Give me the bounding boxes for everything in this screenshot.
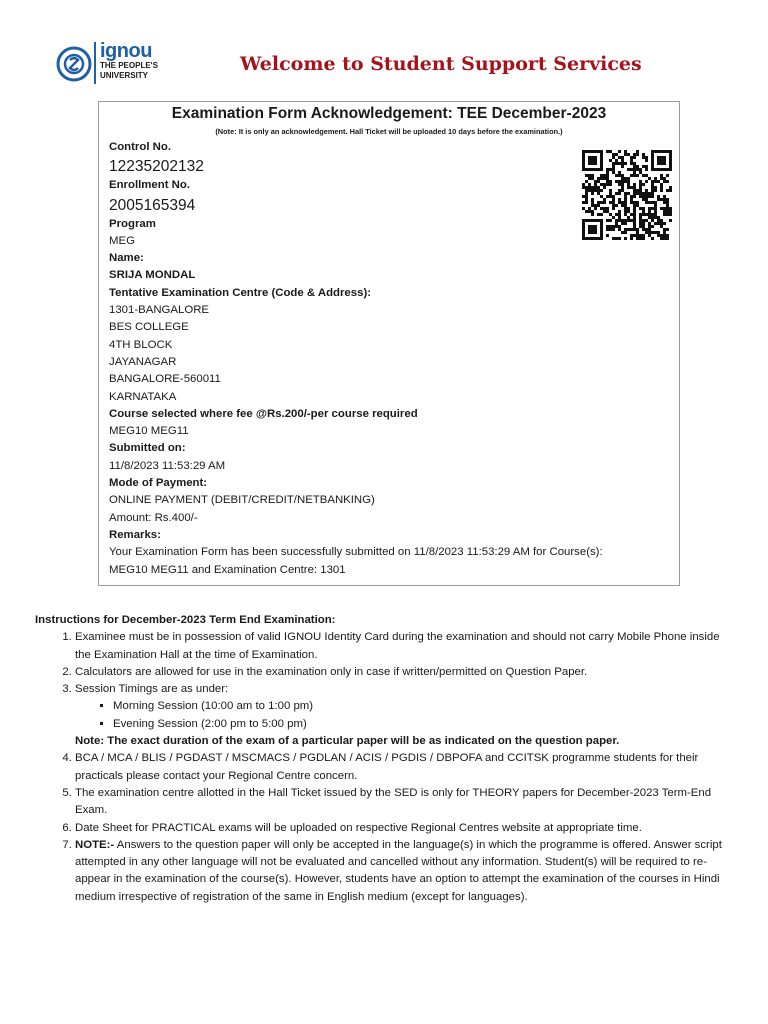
payment-value: ONLINE PAYMENT (DEBIT/CREDIT/NETBANKING) (109, 494, 375, 507)
form-note: (Note: It is only an acknowledgement. Hall Ticket will be uploaded 10 days before the examination.) (215, 127, 563, 136)
course-value: MEG10 MEG11 (109, 425, 189, 438)
ignou-logo (54, 40, 164, 86)
centre-label: Tentative Examination Centre (Code & Address): (109, 286, 372, 299)
duration-note: Note: The exact duration of the exam of a particular paper will be as indicated on the question paper. (75, 735, 620, 748)
instruction-text: Session Timings are as under: (75, 683, 229, 696)
program-label: Program (109, 217, 156, 230)
page-header (0, 0, 768, 100)
logo-subtitle (100, 61, 158, 81)
centre-line: BANGALORE-560011 (109, 373, 221, 386)
centre-line: 1301-BANGALORE (109, 304, 210, 317)
amount-value: Amount: Rs.400/- (109, 511, 198, 524)
enrollment-value: 2005165394 (109, 196, 196, 214)
instruction-item: 1. Examinee must be in possession of valid IGNOU Identity Card during the examination and should not carry Mobile Phone inside the Examination Hall at the time of Examination. (75, 629, 735, 664)
program-value: MEG (109, 234, 135, 247)
acknowledgement-box (98, 101, 680, 586)
submitted-label: Submitted on: (109, 442, 186, 455)
course-label: Course selected where fee @Rs.200/-per course required (109, 407, 418, 420)
name-label: Name: (109, 252, 144, 265)
instruction-item: 5. The examination centre allotted in the Hall Ticket issued by the SED is only for THEORY papers for December-2023 Term-End Exam. (75, 785, 735, 820)
logo-sub-line-2: UNIVERSITY (100, 71, 149, 80)
instruction-item (75, 837, 735, 906)
centre-line: KARNATAKA (109, 390, 177, 403)
remarks-label: Remarks: (109, 528, 161, 541)
instructions-list (35, 629, 735, 733)
instruction-item: 4. BCA / MCA / BLIS / PGDAST / MSCMACS / PGDLAN / ACIS / PGDIS / DBPOFA and CCITSK programme students for their practicals please contact your Regional Centre concern. (75, 750, 735, 785)
instructions-title: Instructions for December-2023 Term End Examination: (35, 614, 336, 626)
remarks-line: Your Examination Form has been successfully submitted on 11/8/2023 11:53:29 AM for Course(s): (109, 546, 603, 559)
remarks-line: MEG10 MEG11 and Examination Centre: 1301 (109, 563, 346, 576)
enrollment-label: Enrollment No. (109, 179, 191, 192)
instructions-list-continued (35, 750, 735, 906)
session-item: ▪ Evening Session (2:00 pm to 5:00 pm) (113, 716, 735, 733)
form-fields (109, 139, 679, 579)
session-item: ▪ Morning Session (10:00 am to 1:00 pm) (113, 698, 735, 715)
instruction-item (75, 681, 735, 733)
instructions-section (35, 612, 735, 906)
centre-line: JAYANAGAR (109, 355, 177, 368)
instruction-text: Answers to the question paper will only be accepted in the language(s) in which the programme is offered. Answer script attempted in any other language will not be evaluated and cancelled without any information. Student(s) will be required to re-appear in the examination of the course(s). However, students have an option to attempt the examination of the courses in Hindi medium irrespective of registration of the same in English medium (except for languages). (75, 838, 722, 903)
name-value: SRIJA MONDAL (109, 269, 196, 282)
instruction-item: 2. Calculators are allowed for use in the examination only in case if written/permitted on Question Paper. (75, 664, 735, 681)
instruction-item: 6. Date Sheet for PRACTICAL exams will be uploaded on respective Regional Centres website at appropriate time. (75, 820, 735, 837)
session-list (75, 698, 735, 733)
ignou-emblem-icon (54, 40, 98, 86)
welcome-heading: Welcome to Student Support Services (240, 53, 642, 75)
form-title: Examination Form Acknowledgement: TEE December-2023 (171, 105, 607, 122)
note-prefix: NOTE:- (75, 838, 115, 851)
logo-sub-line-1: THE PEOPLE'S (100, 61, 158, 70)
centre-line: 4TH BLOCK (109, 338, 173, 351)
payment-label: Mode of Payment: (109, 477, 208, 490)
control-label: Control No. (109, 141, 172, 153)
control-value: 12235202132 (109, 158, 204, 176)
submitted-value: 11/8/2023 11:53:29 AM (109, 459, 226, 472)
centre-line: BES COLLEGE (109, 321, 189, 334)
logo-name: ignou (100, 40, 152, 62)
